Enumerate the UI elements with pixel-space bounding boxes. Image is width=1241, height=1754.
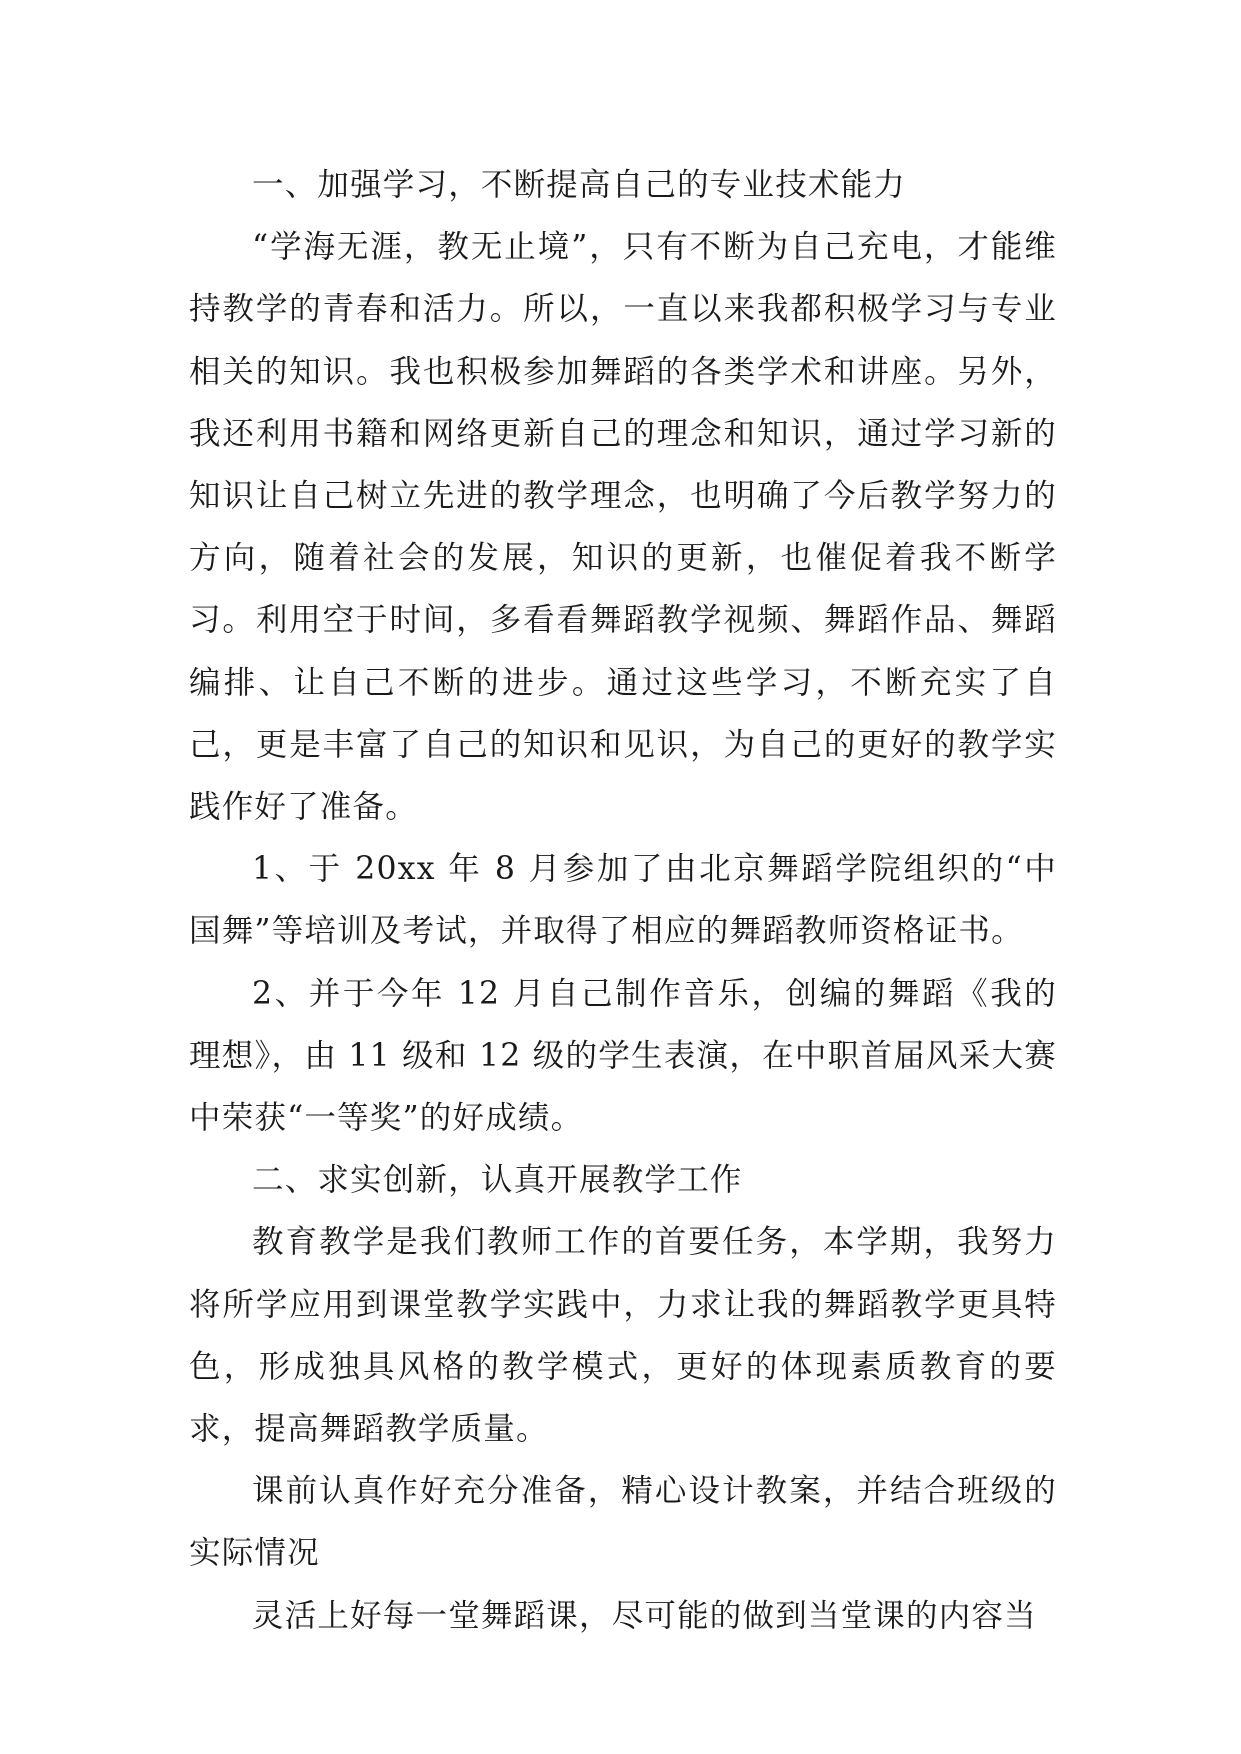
paragraph-item-2: 2、并于今年 12 月自己制作音乐，创编的舞蹈《我的理想》，由 11 级和 12 级的学生表演，在中职首届风采大赛中荣获“一等奖”的好成绩。 xyxy=(189,975,1057,1137)
section-heading-2: 二、求实创新，认真开展教学工作 xyxy=(252,1162,743,1199)
paragraph-study: “学海无涯，教无止境”，只有不断为自己充电，才能维持教学的青春和活力。所以，一直以来我都积极学习与专业相关的知识。我也积极参加舞蹈的各类学术和讲座。另外，我还利用书籍和网络更新自己的理念和知识，通过学习新的知识让自己树立先进的教学理念，也明确了今后教学努力的方向，随着社会的发展，知识的更新，也催促着我不断学习。利用空于时间，多看看舞蹈教学视频、舞蹈作品、舞蹈编排、让自己不断的进步。通过这些学习，不断充实了自己，更是丰富了自己的知识和见识，为自己的更好的教学实践作好了准备。 xyxy=(189,229,1057,826)
paragraph-item-1: 1、于 20xx 年 8 月参加了由北京舞蹈学院组织的“中国舞”等培训及考试，并取得了相应的舞蹈教师资格证书。 xyxy=(189,851,1057,950)
paragraph-preparation: 课前认真作好充分准备，精心设计教案，并结合班级的实际情况 xyxy=(189,1473,1057,1572)
paragraph-teaching: 教育教学是我们教师工作的首要任务，本学期，我努力将所学应用到课堂教学实践中，力求让我的舞蹈教学更具特色，形成独具风格的教学模式，更好的体现素质教育的要求，提高舞蹈教学质量。 xyxy=(189,1224,1057,1448)
document-body xyxy=(189,154,1057,1647)
section-heading-1: 一、加强学习，不断提高自己的专业技术能力 xyxy=(252,167,907,203)
paragraph-lessons: 灵活上好每一堂舞蹈课，尽可能的做到当堂课的内容当 xyxy=(252,1597,1037,1634)
